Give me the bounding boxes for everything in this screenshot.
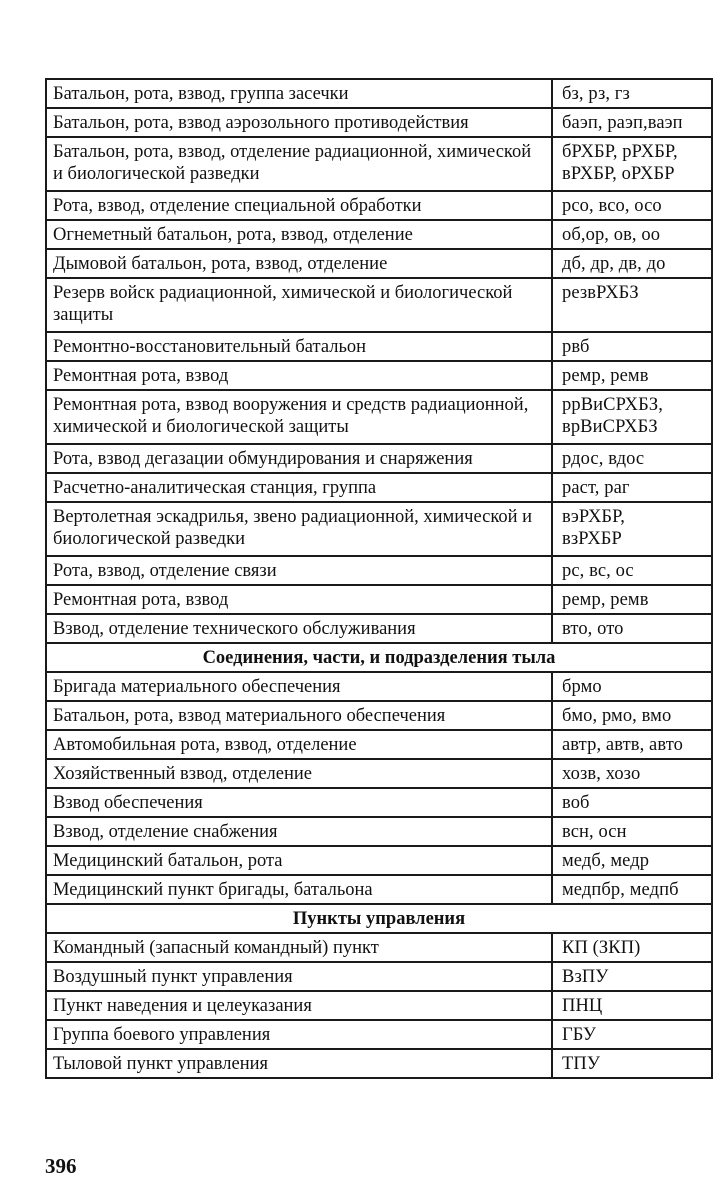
table-row	[46, 278, 712, 332]
unit-name-cell: Рота, взвод, отделение специальной обработки	[46, 191, 552, 220]
abbreviations-table-body	[46, 79, 712, 1078]
unit-name-cell: Командный (запасный командный) пункт	[46, 933, 552, 962]
unit-name-cell: Взвод обеспечения	[46, 788, 552, 817]
unit-name-cell: Расчетно-аналитическая станция, группа	[46, 473, 552, 502]
abbreviation-cell: ремр, ремв	[552, 585, 712, 614]
unit-name-cell: Огнеметный батальон, рота, взвод, отделение	[46, 220, 552, 249]
table-row	[46, 962, 712, 991]
unit-name-cell: Батальон, рота, взвод материального обеспечения	[46, 701, 552, 730]
abbreviation-cell: ГБУ	[552, 1020, 712, 1049]
table-row	[46, 191, 712, 220]
table-row	[46, 933, 712, 962]
table-row	[46, 701, 712, 730]
abbreviation-cell: КП (ЗКП)	[552, 933, 712, 962]
abbreviation-cell: воб	[552, 788, 712, 817]
abbreviation-cell: ТПУ	[552, 1049, 712, 1078]
table-row	[46, 79, 712, 108]
unit-name-cell: Ремонтная рота, взвод	[46, 361, 552, 390]
unit-name-cell: Батальон, рота, взвод аэрозольного противодействия	[46, 108, 552, 137]
unit-name-cell: Медицинский батальон, рота	[46, 846, 552, 875]
page-number: 396	[45, 1154, 77, 1178]
table-row	[46, 332, 712, 361]
unit-name-cell: Ремонтная рота, взвод	[46, 585, 552, 614]
unit-name-cell: Автомобильная рота, взвод, отделение	[46, 730, 552, 759]
table-row	[46, 817, 712, 846]
abbreviation-cell: брмо	[552, 672, 712, 701]
abbreviation-cell: вто, ото	[552, 614, 712, 643]
abbreviation-cell: автр, автв, авто	[552, 730, 712, 759]
abbreviation-cell: медб, медр	[552, 846, 712, 875]
table-row	[46, 361, 712, 390]
table-row	[46, 220, 712, 249]
abbreviation-cell: баэп, раэп,ваэп	[552, 108, 712, 137]
unit-name-cell: Тыловой пункт управления	[46, 1049, 552, 1078]
abbreviation-cell: хозв, хозо	[552, 759, 712, 788]
unit-name-cell: Рота, взвод дегазации обмундирования и снаряжения	[46, 444, 552, 473]
table-row	[46, 759, 712, 788]
table-row	[46, 108, 712, 137]
abbreviation-cell: вэРХБР, взРХБР	[552, 502, 712, 556]
abbreviation-cell: рсо, всо, осо	[552, 191, 712, 220]
abbreviation-cell: ПНЦ	[552, 991, 712, 1020]
unit-name-cell: Воздушный пункт управления	[46, 962, 552, 991]
abbreviation-cell: ррВиСРХБЗ, врВиСРХБЗ	[552, 390, 712, 444]
section-header-row	[46, 643, 712, 672]
table-row	[46, 788, 712, 817]
abbreviation-cell: дб, др, дв, до	[552, 249, 712, 278]
table-row	[46, 1020, 712, 1049]
unit-name-cell: Взвод, отделение снабжения	[46, 817, 552, 846]
table-row	[46, 585, 712, 614]
table-row	[46, 875, 712, 904]
table-row	[46, 137, 712, 191]
unit-name-cell: Группа боевого управления	[46, 1020, 552, 1049]
table-row	[46, 473, 712, 502]
unit-name-cell: Вертолетная эскадрилья, звено радиационной, химической и биологической разведки	[46, 502, 552, 556]
unit-name-cell: Медицинский пункт бригады, батальона	[46, 875, 552, 904]
abbreviation-cell: бмо, рмо, вмо	[552, 701, 712, 730]
table-row	[46, 672, 712, 701]
section-title: Соединения, части, и подразделения тыла	[46, 643, 712, 672]
unit-name-cell: Батальон, рота, взвод, отделение радиационной, химической и биологической разведки	[46, 137, 552, 191]
abbreviation-cell: ВзПУ	[552, 962, 712, 991]
table-row	[46, 991, 712, 1020]
abbreviation-cell: рдос, вдос	[552, 444, 712, 473]
abbreviation-cell: бз, рз, гз	[552, 79, 712, 108]
abbreviations-table	[45, 78, 713, 1079]
table-row	[46, 556, 712, 585]
unit-name-cell: Рота, взвод, отделение связи	[46, 556, 552, 585]
abbreviation-cell: всн, осн	[552, 817, 712, 846]
unit-name-cell: Пункт наведения и целеуказания	[46, 991, 552, 1020]
abbreviation-cell: ремр, ремв	[552, 361, 712, 390]
abbreviation-cell: рс, вс, ос	[552, 556, 712, 585]
table-row	[46, 249, 712, 278]
table-row	[46, 1049, 712, 1078]
abbreviation-cell: рвб	[552, 332, 712, 361]
abbreviation-cell: раст, раг	[552, 473, 712, 502]
section-title: Пункты управления	[46, 904, 712, 933]
abbreviation-cell: резвРХБЗ	[552, 278, 712, 332]
table-row	[46, 730, 712, 759]
unit-name-cell: Резерв войск радиационной, химической и биологической защиты	[46, 278, 552, 332]
unit-name-cell: Ремонтная рота, взвод вооружения и средств радиационной, химической и биологической защиты	[46, 390, 552, 444]
section-header-row	[46, 904, 712, 933]
table-row	[46, 390, 712, 444]
abbreviation-cell: об,ор, ов, оо	[552, 220, 712, 249]
unit-name-cell: Хозяйственный взвод, отделение	[46, 759, 552, 788]
unit-name-cell: Ремонтно-восстановительный батальон	[46, 332, 552, 361]
table-row	[46, 846, 712, 875]
unit-name-cell: Бригада материального обеспечения	[46, 672, 552, 701]
abbreviation-cell: бРХБР, рРХБР, вРХБР, оРХБР	[552, 137, 712, 191]
table-row	[46, 502, 712, 556]
unit-name-cell: Батальон, рота, взвод, группа засечки	[46, 79, 552, 108]
abbreviation-cell: медпбр, медпб	[552, 875, 712, 904]
unit-name-cell: Взвод, отделение технического обслуживания	[46, 614, 552, 643]
unit-name-cell: Дымовой батальон, рота, взвод, отделение	[46, 249, 552, 278]
table-row	[46, 444, 712, 473]
table-row	[46, 614, 712, 643]
